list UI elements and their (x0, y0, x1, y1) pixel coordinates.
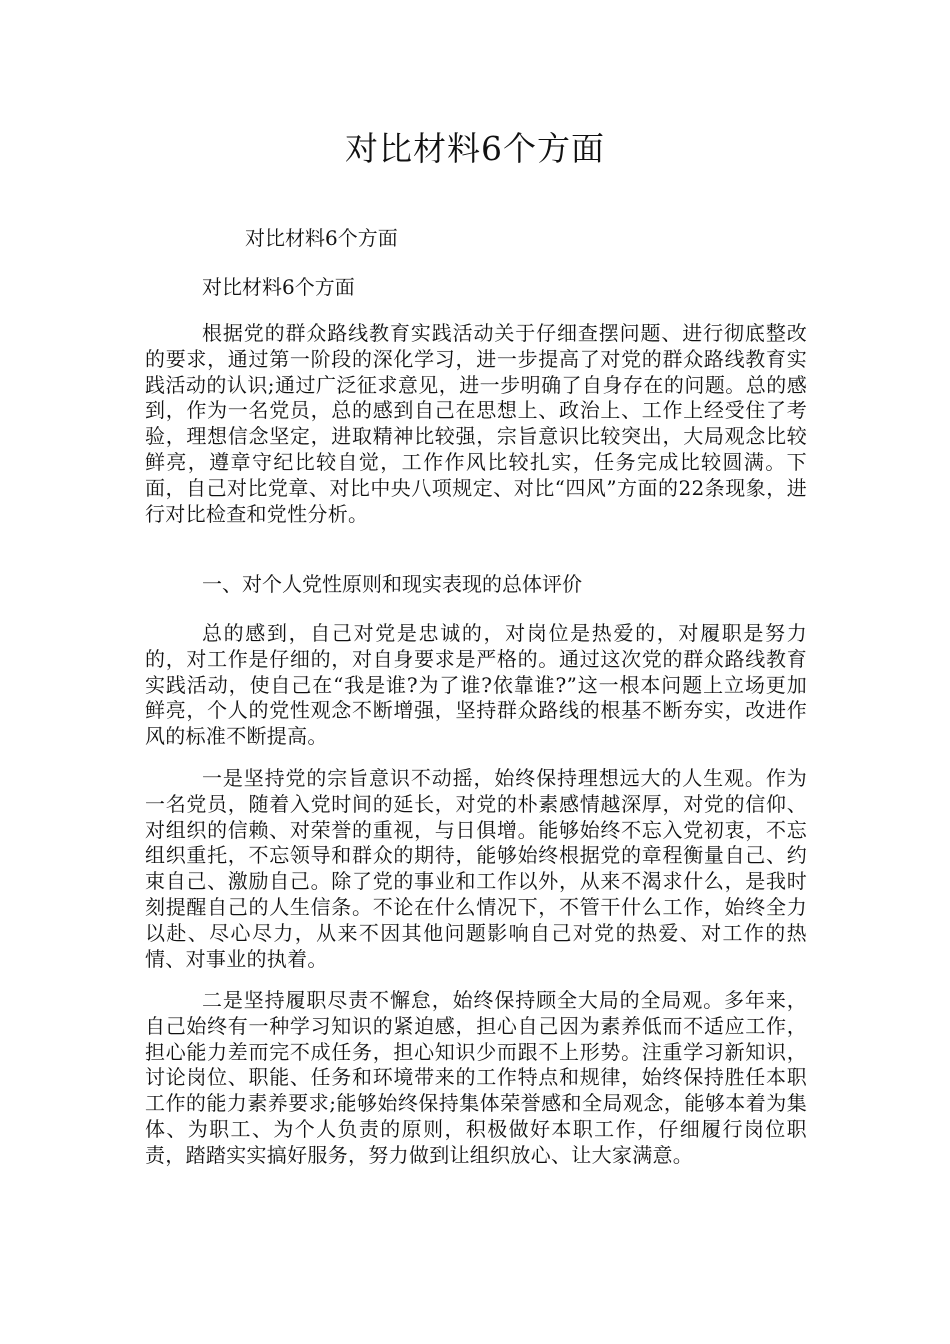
section-heading-1: 一、对个人党性原则和现实表现的总体评价 (202, 572, 582, 596)
body-paragraph-4: 二是坚持履职尽责不懈怠，始终保持顾全大局的全局观。多年来，自己始终有一种学习知识的紧迫感，担心自己因为素养低而不适应工作，担心能力差而完不成任务，担心知识少而跟不上形势。注重学习新知识，讨论岗位、职能、任务和环境带来的工作特点和规律，始终保持胜任本职工作的能力素养要求;能够始终保持集体荣誉感和全局观念，能够本着为集体、为职工、为个人负责的原则，积极做好本职工作，仔细履行岗位职责，踏踏实实搞好服务，努力做到让组织放心、让大家满意。 (145, 988, 807, 1167)
document-subtitle-2: 对比材料6个方面 (202, 275, 355, 299)
body-paragraph-1: 根据党的群众路线教育实践活动关于仔细查摆问题、进行彻底整改的要求，通过第一阶段的深化学习，进一步提高了对党的群众路线教育实践活动的认识;通过广泛征求意见，进一步明确了自身存在的问题。总的感到，作为一名党员，总的感到自己在思想上、政治上、工作上经受住了考验，理想信念坚定，进取精神比较强，宗旨意识比较突出，大局观念比较鲜亮，遵章守纪比较自觉，工作作风比较扎实，任务完成比较圆满。下面，自己对比党章、对比中央八项规定、对比“四风”方面的22条现象，进行对比检查和党性分析。 (145, 321, 807, 526)
body-paragraph-2: 总的感到，自己对党是忠诚的，对岗位是热爱的，对履职是努力的，对工作是仔细的，对自身要求是严格的。通过这次党的群众路线教育实践活动，使自己在“我是谁?为了谁?依靠谁?”这一根本问题上立场更加鲜亮，个人的党性观念不断增强，坚持群众路线的根基不断夯实，改进作风的标准不断提高。 (145, 621, 807, 749)
body-paragraph-3: 一是坚持党的宗旨意识不动摇，始终保持理想远大的人生观。作为一名党员，随着入党时间的延长，对党的朴素感情越深厚，对党的信仰、对组织的信赖、对荣誉的重视，与日俱增。能够始终不忘入党初衷，不忘组织重托，不忘领导和群众的期待，能够始终根据党的章程衡量自己、约束自己、激励自己。除了党的事业和工作以外，从来不渴求什么，是我时刻提醒自己的人生信条。不论在什么情况下，不管干什么工作，始终全力以赴、尽心尽力，从来不因其他问题影响自己对党的热爱、对工作的热情、对事业的执着。 (145, 766, 807, 971)
document-title: 对比材料6个方面 (345, 129, 605, 168)
document-subtitle-1: 对比材料6个方面 (245, 226, 398, 250)
